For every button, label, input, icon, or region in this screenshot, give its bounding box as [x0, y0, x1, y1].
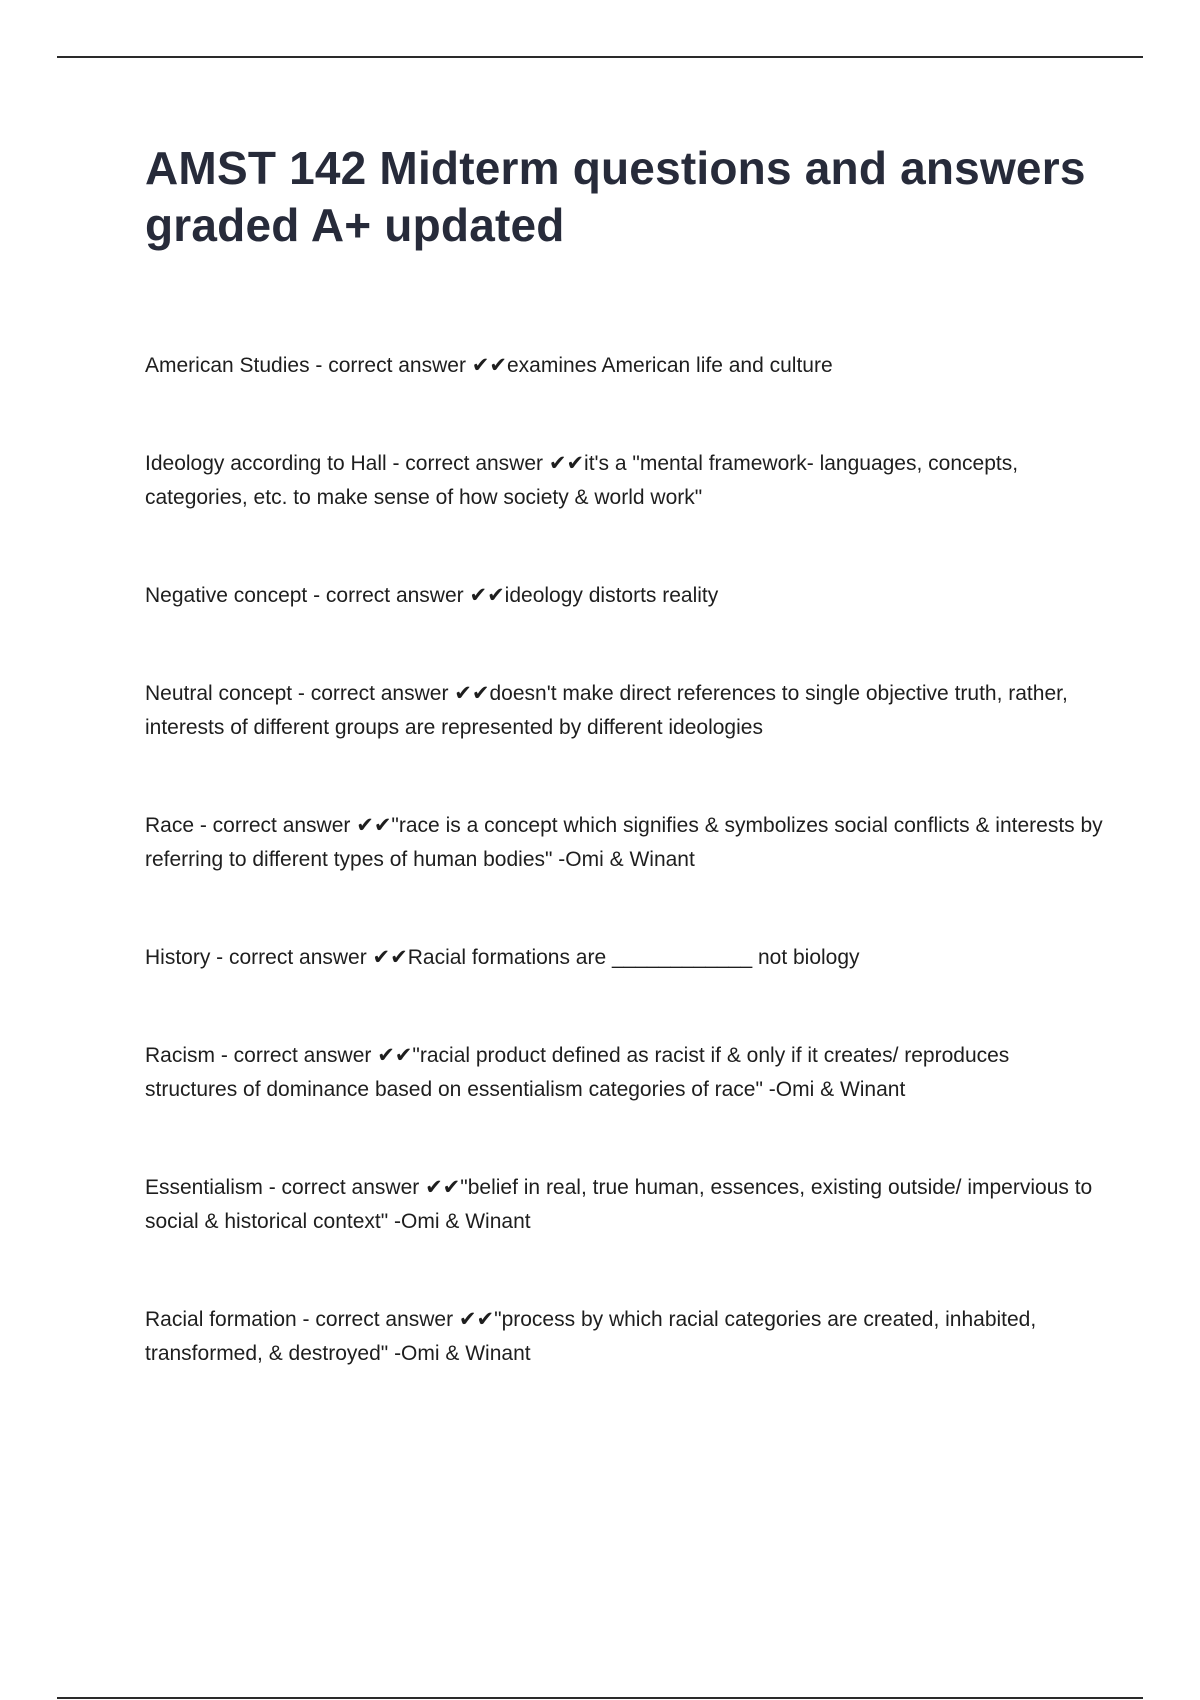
top-rule	[57, 56, 1143, 58]
qa-item-negative-concept: Negative concept - correct answer ✔✔ideology distorts reality	[145, 584, 719, 607]
bottom-rule	[57, 1697, 1143, 1699]
document-title: AMST 142 Midterm questions and answers graded A+ updated	[145, 142, 1086, 251]
qa-item-essentialism: Essentialism - correct answer ✔✔"belief in real, true human, essences, existing outside/ impervious to social & historical context" -Omi & Winant	[145, 1176, 1093, 1233]
qa-item-history: History - correct answer ✔✔Racial formations are ____________ not biology	[145, 946, 860, 969]
qa-item-american-studies: American Studies - correct answer ✔✔examines American life and culture	[145, 354, 833, 377]
qa-item-race: Race - correct answer ✔✔"race is a concept which signifies & symbolizes social conflicts & interests by referring to different types of human bodies" -Omi & Winant	[145, 814, 1103, 871]
qa-list	[145, 349, 1105, 1371]
qa-item-neutral-concept: Neutral concept - correct answer ✔✔doesn't make direct references to single objective truth, rather, interests of different groups are represented by different ideologies	[145, 682, 1068, 739]
qa-item-racism: Racism - correct answer ✔✔"racial product defined as racist if & only if it creates/ reproduces structures of dominance based on essentialism categories of race" -Omi & Winant	[145, 1044, 1010, 1101]
qa-item-racial-formation: Racial formation - correct answer ✔✔"process by which racial categories are created, inhabited, transformed, & destroyed" -Omi & Winant	[145, 1308, 1037, 1365]
document-body	[145, 140, 1105, 1435]
qa-item-ideology-hall: Ideology according to Hall - correct answer ✔✔it's a "mental framework- languages, concepts, categories, etc. to make sense of how society & world work"	[145, 452, 1019, 509]
